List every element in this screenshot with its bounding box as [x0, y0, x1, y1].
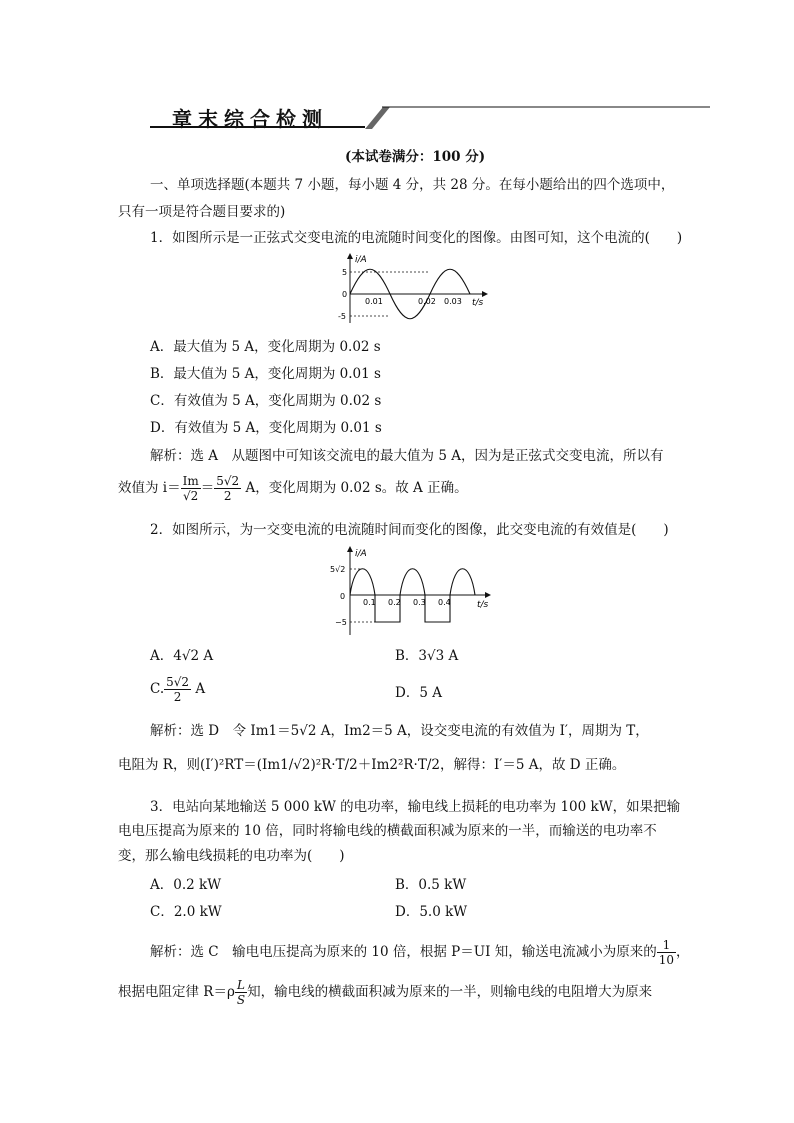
q1-option-b: B．最大值为 5 A，变化周期为 0.01 s — [150, 366, 381, 382]
q3-option-a: A．0.2 kW — [150, 877, 222, 893]
q1-ytick-neg5: -5 — [338, 312, 346, 321]
q1-option-a: A．最大值为 5 A，变化周期为 0.02 s — [150, 339, 381, 355]
q1-option-d: D．有效值为 5 A，变化周期为 0.01 s — [150, 420, 382, 436]
q2-xlabel: t/s — [477, 600, 489, 610]
q3-option-c: C．2.0 kW — [150, 904, 222, 920]
q2-ytick-0: 0 — [340, 592, 346, 601]
q2-option-d: D．5 A — [395, 685, 442, 701]
q1-ytick-5: 5 — [342, 268, 348, 277]
q2-option-a: A．4√2 A — [150, 648, 214, 664]
q1-ytick-0: 0 — [342, 290, 348, 299]
q3-analysis-line2: 根据电阻定律 R＝ρ $\frac{L}{S}$ 知，输电线的横截面积减为原来的一半，则输电线的电阻增大为原来 — [118, 978, 653, 1007]
section-heading-line2: 只有一项是符合题目要求的) — [118, 204, 286, 220]
q2-ylabel: i/A — [355, 549, 367, 559]
q1-analysis-post: A，变化周期为 0.02 s。故 A 正确。 — [241, 480, 468, 496]
q1-stem: 1．如图所示是一正弦式交变电流的电流随时间变化的图像。由图可知，这个电流的( ) — [150, 230, 683, 246]
q2-analysis-line1: 解析：选 D 令 Im1＝5√2 A，Im2＝5 A，设交变电流的有效值为 I′，周期为 T， — [150, 723, 649, 739]
full-score: (本试卷满分：100 分) — [345, 149, 486, 165]
q1-xtick-002: 0.02 — [418, 297, 436, 306]
q2-xtick-01: 0.1 — [363, 598, 376, 607]
q2-ytick-top: 5√2 — [330, 565, 346, 574]
q3-stem-line1: 3．电站向某地输送 5 000 kW 的电功率，输电线上损耗的电功率为 100 kW，如果把输 — [150, 799, 681, 815]
q1-ylabel: i/A — [355, 255, 367, 265]
q3-analysis-line1: 解析：选 C 输电电压提高为原来的 10 倍，根据 P＝UI 知，输送电流减小为原来的 $\frac{1}{10}$ ， — [150, 938, 690, 967]
q3-option-b: B．0.5 kW — [395, 877, 467, 893]
q3-option-d: D．5.0 kW — [395, 904, 468, 920]
q1-option-c: C．有效值为 5 A，变化周期为 0.02 s — [150, 393, 382, 409]
q2-ytick-neg5: −5 — [335, 618, 347, 627]
q2-xtick-02: 0.2 — [388, 598, 401, 607]
q1-analysis-pre: 效值为 i＝ — [118, 480, 181, 496]
q1-chart — [330, 253, 490, 325]
q2-arch-3 — [450, 569, 475, 595]
q1-xlabel: t/s — [472, 298, 484, 308]
q2-arch-2 — [400, 569, 425, 595]
q2-analysis-line2: 电阻为 R，则(I′)²RT＝(Im1/√2)²R·T/2＋Im2²R·T/2，解得：I′＝5 A，故 D 正确。 — [118, 757, 626, 773]
q1-xtick-003: 0.03 — [444, 297, 462, 306]
q3-stem-line3: 变，那么输电线损耗的电功率为( ) — [118, 848, 345, 864]
q1-analysis-line1: 解析：选 A 从题图中可知该交流电的最大值为 5 A，因为是正弦式交变电流，所以有 — [150, 448, 664, 464]
q2-arch-1 — [350, 569, 375, 595]
section-heading-line1: 一、单项选择题(本题共 7 小题，每小题 4 分，共 28 分。在每小题给出的四个选项中， — [150, 177, 675, 193]
q2-stem: 2．如图所示，为一交变电流的电流随时间而变化的图像，此交变电流的有效值是( ) — [150, 522, 669, 538]
q2-option-c: C. $\frac{5√2}{2}$ A — [150, 675, 206, 704]
q1-xtick-001: 0.01 — [365, 297, 383, 306]
q1-frac2: $\frac{5√2}{2}$ — [216, 474, 240, 503]
q3-stem-line2: 电电压提高为原来的 10 倍，同时将输电线的横截面积减为原来的一半，而输送的电功率不 — [118, 823, 657, 839]
q2-xtick-04: 0.4 — [438, 598, 451, 607]
q2-option-b: B．3√3 A — [395, 648, 459, 664]
q1-frac1: $\frac{Im}{√2}$ — [182, 474, 199, 503]
q1-analysis-line2: 效值为 i＝ $\frac{Im}{√2}$ ＝ $\frac{5√2}{2}$ A，变化周期为 0.02 s。故 A 正确。 — [118, 474, 468, 503]
q2-chart — [325, 545, 495, 637]
q2-xtick-03: 0.3 — [413, 598, 426, 607]
page-title: 章末综合检测 — [172, 107, 328, 131]
